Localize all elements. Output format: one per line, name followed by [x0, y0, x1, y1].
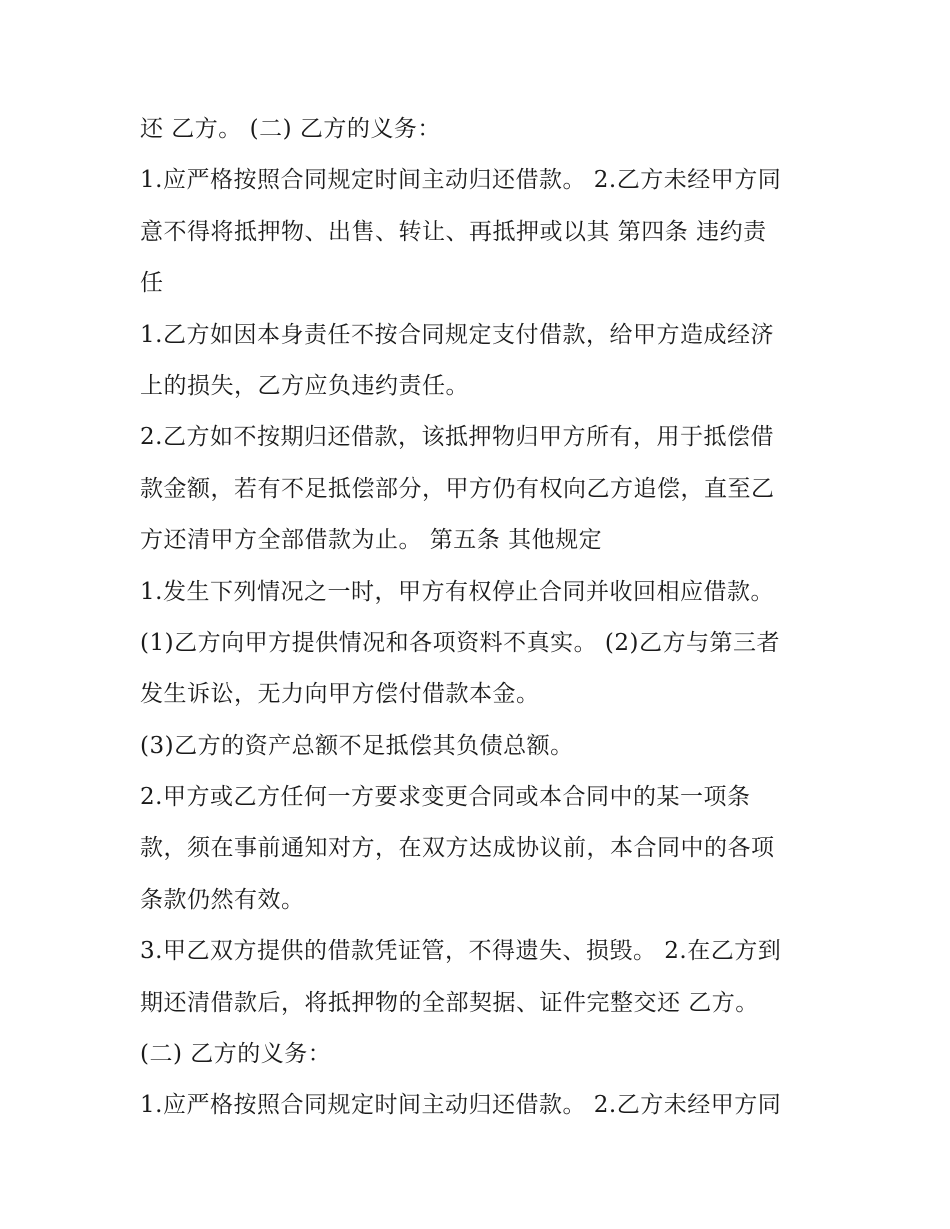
text-line: 1.应严格按照合同规定时间主动归还借款。 2.乙方未经甲方同 — [140, 1092, 782, 1119]
text-line: 3.甲乙双方提供的借款凭证管，不得遗失、损毁。 2.在乙方到 — [140, 938, 782, 965]
document-body — [140, 104, 820, 1132]
text-line: (二) 乙方的义务： — [140, 1041, 332, 1068]
text-line: 1.发生下列情况之一时，甲方有权停止合同并收回相应借款。 — [140, 578, 774, 605]
text-line: 任 — [140, 270, 164, 297]
text-line: 2.甲方或乙方任何一方要求变更合同或本合同中的某一项条 — [140, 784, 751, 811]
text-line: 方还清甲方全部借款为止。 第五条 其他规定 — [140, 527, 603, 554]
text-line: 意不得将抵押物、出售、转让、再抵押或以其 第四条 违约责 — [140, 218, 767, 245]
text-line: 款，须在事前通知对方，在双方达成协议前，本合同中的各项 — [140, 835, 775, 862]
text-line: (1)乙方向甲方提供情况和各项资料不真实。 (2)乙方与第三者 — [140, 629, 780, 656]
text-line: (3)乙方的资产总额不足抵偿其负债总额。 — [140, 732, 574, 759]
text-line: 1.应严格按照合同规定时间主动归还借款。 2.乙方未经甲方同 — [140, 167, 782, 194]
text-line: 2.乙方如不按期归还借款，该抵押物归甲方所有，用于抵偿借 — [140, 424, 774, 451]
text-line: 期还清借款后，将抵押物的全部契据、证件完整交还 乙方。 — [140, 989, 759, 1016]
text-line: 1.乙方如因本身责任不按合同规定支付借款，给甲方造成经济 — [140, 321, 774, 348]
text-line: 上的损失，乙方应负违约责任。 — [140, 372, 469, 399]
text-line: 条款仍然有效。 — [140, 886, 305, 913]
text-line: 发生诉讼，无力向甲方偿付借款本金。 — [140, 681, 540, 708]
text-line: 款金额，若有不足抵偿部分，甲方仍有权向乙方追偿，直至乙 — [140, 475, 775, 502]
text-line: 还 乙方。 (二) 乙方的义务： — [140, 116, 441, 142]
